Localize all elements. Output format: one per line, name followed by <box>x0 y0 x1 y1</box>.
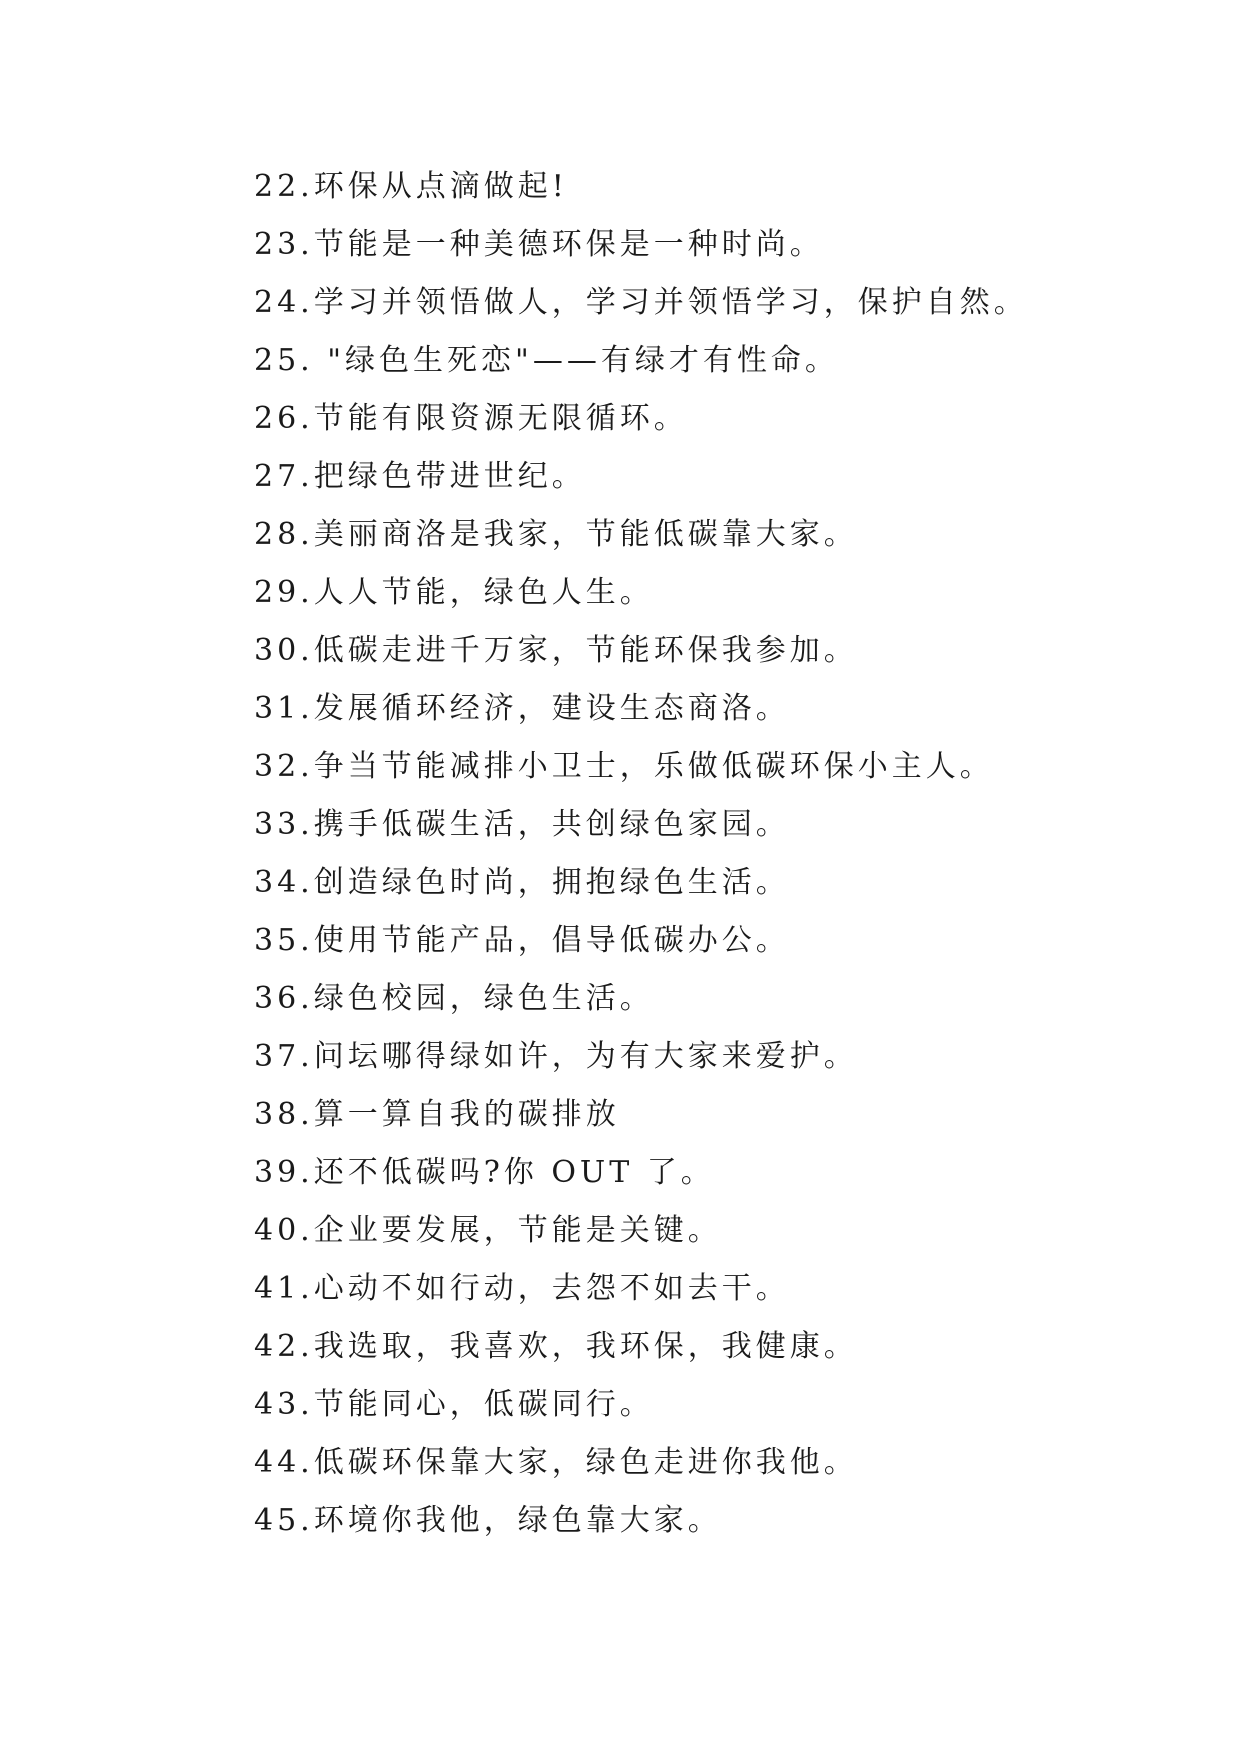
slogan-line: 43.节能同心，低碳同行。 <box>254 1387 654 1422</box>
slogan-line: 44.低碳环保靠大家，绿色走进你我他。 <box>254 1445 858 1480</box>
slogan-line: 40.企业要发展，节能是关键。 <box>254 1213 722 1248</box>
slogan-line: 23.节能是一种美德环保是一种时尚。 <box>254 227 824 262</box>
slogan-line: 41.心动不如行动，去怨不如去干。 <box>254 1271 790 1306</box>
slogan-line: 24.学习并领悟做人，学习并领悟学习，保护自然。 <box>254 285 1028 320</box>
slogan-line: 37.问坛哪得绿如许，为有大家来爱护。 <box>254 1039 858 1074</box>
slogan-line: 32.争当节能减排小卫士，乐做低碳环保小主人。 <box>254 749 994 784</box>
slogan-line: 34.创造绿色时尚，拥抱绿色生活。 <box>254 865 790 900</box>
slogan-line: 39.还不低碳吗?你 OUT 了。 <box>254 1155 715 1190</box>
slogan-line: 36.绿色校园，绿色生活。 <box>254 981 654 1016</box>
slogan-line: 22.环保从点滴做起! <box>254 169 568 204</box>
slogan-list <box>254 158 1194 1550</box>
slogan-line: 27.把绿色带进世纪。 <box>254 459 586 494</box>
slogan-line: 45.环境你我他，绿色靠大家。 <box>254 1503 722 1538</box>
slogan-line: 42.我选取，我喜欢，我环保，我健康。 <box>254 1329 858 1364</box>
slogan-line: 30.低碳走进千万家，节能环保我参加。 <box>254 633 858 668</box>
slogan-line: 33.携手低碳生活，共创绿色家园。 <box>254 807 790 842</box>
slogan-line: 29.人人节能，绿色人生。 <box>254 575 654 610</box>
slogan-line: 28.美丽商洛是我家，节能低碳靠大家。 <box>254 517 858 552</box>
slogan-line: 26.节能有限资源无限循环。 <box>254 401 688 436</box>
slogan-line: 38.算一算自我的碳排放 <box>254 1097 620 1132</box>
slogan-line: 25. "绿色生死恋"——有绿才有性命。 <box>254 343 839 378</box>
slogan-line: 31.发展循环经济，建设生态商洛。 <box>254 691 790 726</box>
slogan-line: 35.使用节能产品，倡导低碳办公。 <box>254 923 790 958</box>
